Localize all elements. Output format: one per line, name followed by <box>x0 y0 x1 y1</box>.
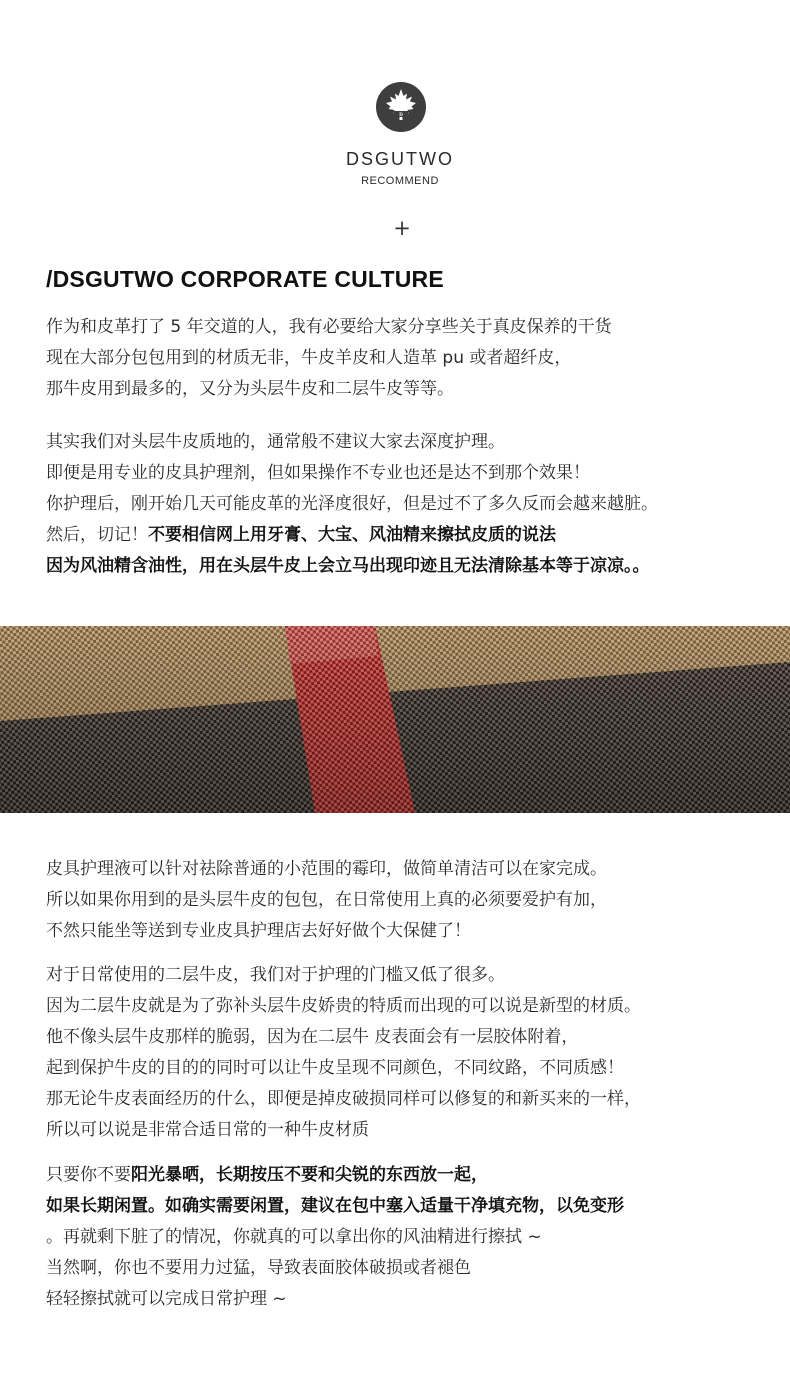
mold-line: 皮具护理液可以针对祛除普通的小范围的霉印，做简单清洁可以在家完成。 <box>46 859 607 879</box>
woven-fabric-illustration <box>0 626 790 813</box>
split-leather-line: 所以可以说是非常合适日常的一种牛皮材质 <box>46 1120 369 1140</box>
section-title: /DSGUTWO CORPORATE CULTURE <box>46 266 444 292</box>
mold-line: 不然只能坐等送到专业皮具护理店去好好做个大保健了！ <box>46 921 471 941</box>
care-tip-bold: 不要相信网上用牙膏、大宝、风油精来擦拭皮质的说法 <box>148 525 556 545</box>
storage-line: 。再就剩下脏了的情况，你就真的可以拿出你的风油精进行擦拭 ~ <box>46 1227 542 1247</box>
care-warning-paragraph <box>46 427 766 582</box>
split-leather-line: 那无论牛皮表面经历的什么，即便是掉皮破损同样可以修复的和新买来的一样， <box>46 1089 641 1109</box>
care-line: 即便是用专业的皮具护理剂，但如果操作不专业也还是达不到那个效果！ <box>46 463 590 483</box>
intro-line: 那牛皮用到最多的，又分为头层牛皮和二层牛皮等等。 <box>46 379 454 399</box>
care-line: 你护理后，刚开始几天可能皮革的光泽度很好，但是过不了多久反而会越来越脏。 <box>46 494 658 514</box>
storage-line: 轻轻擦拭就可以完成日常护理 ~ <box>46 1289 287 1309</box>
care-tip-reason: 因为风油精含油性，用在头层牛皮上会立马出现印迹且无法清除基本等于凉凉。。 <box>46 556 650 576</box>
fabric-texture-image <box>0 626 790 813</box>
split-leather-line: 他不像头层牛皮那样的脆弱，因为在二层牛 皮表面会有一层胶体附着， <box>46 1027 579 1047</box>
storage-line: 当然啊，你也不要用力过猛，导致表面胶体破损或者褪色 <box>46 1258 471 1278</box>
mold-line: 所以如果你用到的是头层牛皮的包包，在日常使用上真的必须要爱护有加， <box>46 890 607 910</box>
intro-line: 作为和皮革打了 5 年交道的人，我有必要给大家分享些关于真皮保养的干货 <box>46 317 612 337</box>
care-tip-prefix: 然后，切记！ <box>46 525 148 545</box>
care-tip-line <box>46 520 766 551</box>
storage-first-line <box>46 1160 766 1191</box>
svg-text:D: D <box>399 113 403 118</box>
storage-bold-2: 如果长期闲置。如确实需要闲置，建议在包中塞入适量干净填充物，以免变形 <box>46 1196 624 1216</box>
brand-subtitle: RECOMMEND <box>361 175 439 187</box>
split-leather-line: 起到保护牛皮的目的的同时可以让牛皮呈现不同颜色，不同纹路，不同质感！ <box>46 1058 624 1078</box>
split-leather-line: 对于日常使用的二层牛皮，我们对于护理的门槛又低了很多。 <box>46 965 505 985</box>
storage-bold-1: 阳光暴晒，长期按压不要和尖锐的东西放一起， <box>131 1165 488 1185</box>
maple-leaf-icon <box>376 82 426 132</box>
care-line: 其实我们对头层牛皮质地的，通常般不建议大家去深度护理。 <box>46 432 505 452</box>
storage-paragraph <box>46 1160 766 1315</box>
split-leather-line: 因为二层牛皮就是为了弥补头层牛皮娇贵的特质而出现的可以说是新型的材质。 <box>46 996 641 1016</box>
plus-divider: + <box>393 216 411 240</box>
intro-paragraph <box>46 312 766 405</box>
mold-paragraph <box>46 854 766 947</box>
brand-logo <box>376 82 426 132</box>
brand-name: DSGUTWO <box>346 149 454 169</box>
intro-line: 现在大部分包包用到的材质无非，牛皮羊皮和人造革 pu 或者超纤皮， <box>46 348 572 368</box>
storage-prefix: 只要你不要 <box>46 1165 131 1185</box>
split-leather-paragraph <box>46 960 766 1146</box>
